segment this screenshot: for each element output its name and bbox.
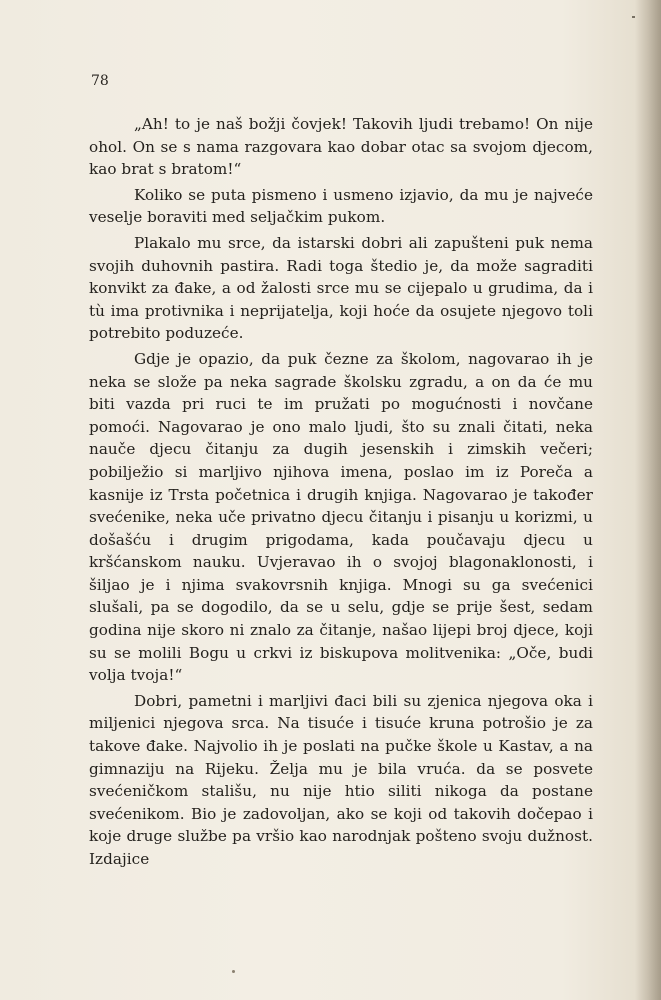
body-text [89, 113, 593, 871]
paper-speck [632, 16, 635, 18]
paragraph-1: „Ah! to je naš božji čovjek! Takovih ljudi trebamo! On nije ohol. On se s nama razgovara kao dobar otac sa svojom djecom, kao brat s bratom!“ [89, 115, 593, 179]
paper-mark [232, 970, 235, 973]
paragraph-5: Dobri, pametni i marljivi đaci bili su zjenica njegova oka i miljenici njegova srca. Na tisuće i tisuće kruna potrošio je za takove đake. Najvolio ih je poslati na pučke škole u Kastav, a na gimnaziju na Rijeku. Želja mu je bila vruća. da se posvete svećeničkom stališu, nu nije htio siliti nikoga da postane svećenikom. Bio je zadovoljan, ako se koji od takovih dočepao i koje druge službe pa vršio kao narodnjak pošteno svoju dužnost. Izdajice [89, 691, 593, 868]
page-number: 78 [91, 73, 109, 89]
paragraph-4: Gdje je opazio, da puk čezne za školom, nagovarao ih je neka se slože pa neka sagrade školsku zgradu, a on da će mu biti vazda pri ruci te im pružati po mogućnosti i novčane pomoći. Nagovarao je ono malo ljudi, što su znali čitati, neka nauče djecu čitanju za dugih jesenskih i zimskih večeri; pobilježio si marljivo njihova imena, poslao im iz Poreča a kasnije iz Trsta početnica i drugih knjiga. Nagovarao je također svećenike, neka uče privatno djecu čitanju i pisanju u korizmi, u došašću i drugim prigodama, kada poučavaju djecu u kršćanskom nauku. Uvjeravao ih o svojoj blagonaklonosti, i šiljao je i njima svakovrsnih knjiga. Mnogi su ga svećenici slušali, pa se dogodilo, da se u selu, gdje se prije šest, sedam godina nije skoro ni znalo za čitanje, našao lijepi broj djece, koji su se molili Bogu u crkvi iz biskupova molitvenika: „Oče, budi volja tvoja!“ [89, 349, 593, 685]
paragraph-2: Koliko se puta pismeno i usmeno izjavio, da mu je najveće veselje boraviti med seljačkim pukom. [89, 185, 593, 227]
page-edge-shadow [635, 0, 661, 1000]
paragraph-3: Plakalo mu srce, da istarski dobri ali zapušteni puk nema svojih duhovnih pastira. Radi toga štedio je, da može sagraditi konvikt za đake, a od žalosti srce mu se cijepalo u grudima, da i tù ima protivnika i neprijatelja, koji hoće da osujete njegovo toli potrebito poduzeće. [89, 233, 593, 343]
